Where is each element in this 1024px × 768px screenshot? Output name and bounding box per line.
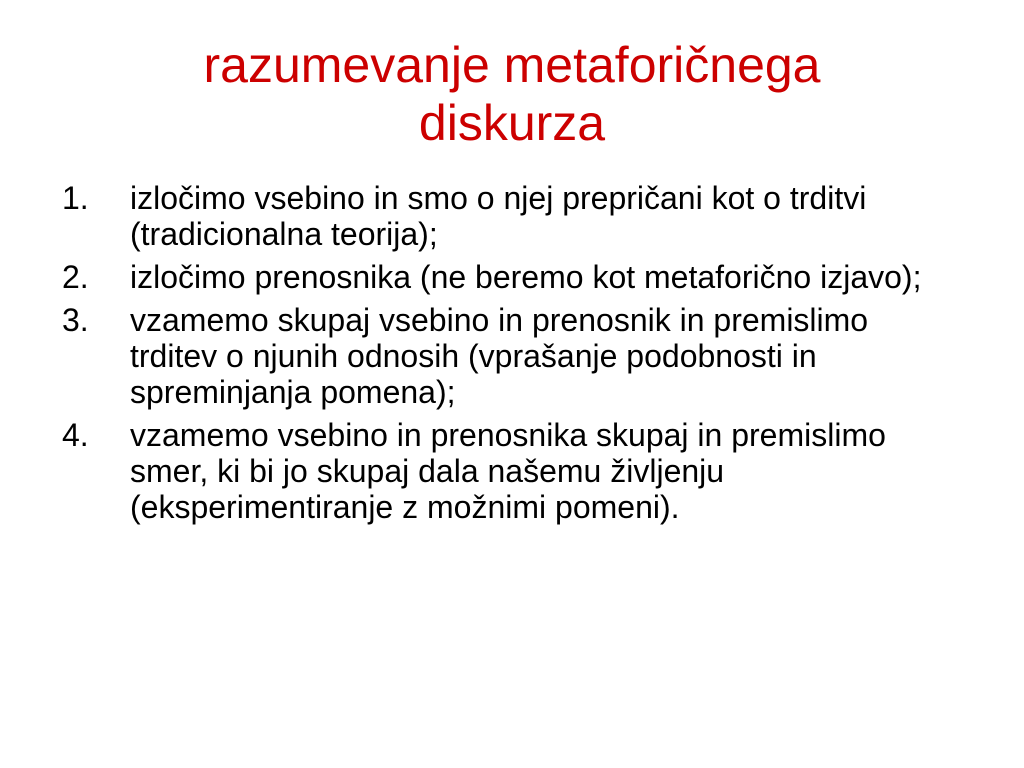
- list-item-4: [62, 417, 962, 525]
- list-item-text: vzamemo vsebino in prenosnika skupaj in premislimo smer, ki bi jo skupaj dala našemu življenju (eksperimentiranje z možnimi pomeni).: [130, 417, 886, 525]
- list-item-number: 1.: [62, 180, 89, 216]
- slide-title-line-1: razumevanje metaforičnega: [203, 37, 821, 93]
- list-item-number: 2.: [62, 259, 89, 295]
- list-item-text: izločimo prenosnika (ne beremo kot metaforično izjavo);: [130, 259, 922, 295]
- slide-title: [60, 36, 964, 152]
- list-item-3: [62, 302, 962, 410]
- list-item-number: 3.: [62, 302, 89, 338]
- list-item-text: izločimo vsebino in smo o njej prepričani kot o trditvi (tradicionalna teorija);: [130, 180, 867, 252]
- list-item-text: vzamemo skupaj vsebino in prenosnik in premislimo trditev o njunih odnosih (vprašanje podobnosti in spreminjanja pomena);: [130, 302, 869, 410]
- numbered-list: [62, 180, 962, 532]
- list-item-2: [62, 259, 962, 295]
- list-item-1: [62, 180, 962, 252]
- slide-title-line-2: diskurza: [418, 95, 606, 151]
- list-item-number: 4.: [62, 417, 89, 453]
